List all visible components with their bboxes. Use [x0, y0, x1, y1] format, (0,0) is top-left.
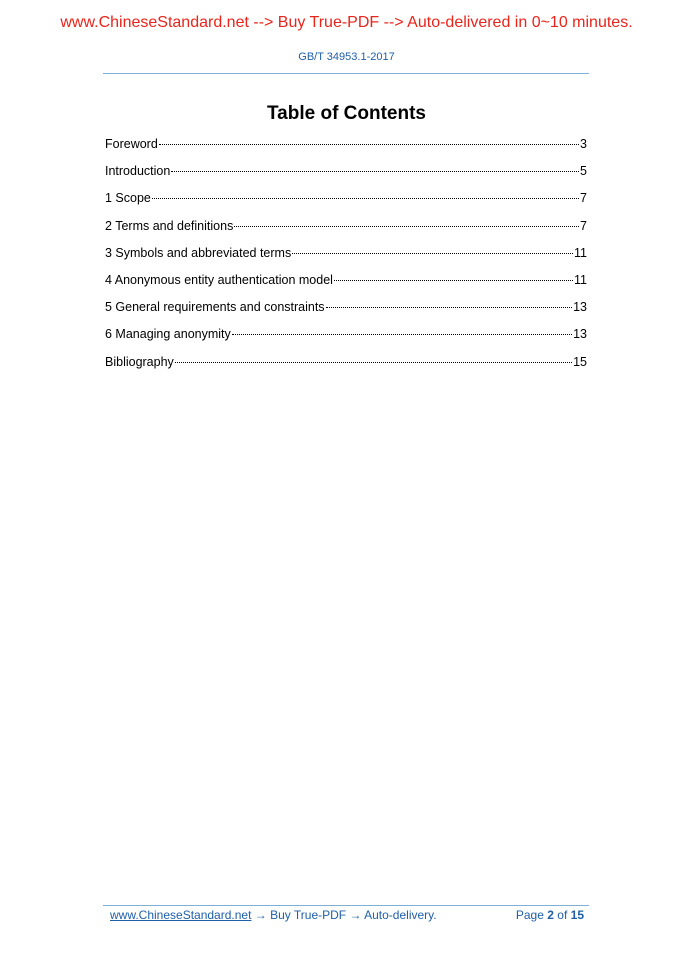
toc-entry-terms-definitions[interactable] — [105, 218, 587, 245]
toc-entry-page: 3 — [580, 137, 587, 151]
toc-entry-label: 5 General requirements and constraints — [105, 300, 325, 315]
page-counter — [516, 908, 584, 922]
of-word: of — [557, 908, 568, 922]
toc-entry-page: 13 — [573, 300, 587, 315]
toc-entry-label: 2 Terms and definitions — [105, 218, 234, 233]
toc-entry-label: 1 Scope — [105, 191, 151, 206]
toc-entry-label: Foreword — [105, 137, 158, 151]
table-of-contents — [105, 136, 587, 381]
page-footer — [110, 908, 584, 922]
toc-entry-label: 3 Symbols and abbreviated terms — [105, 245, 292, 260]
toc-entry-page: 15 — [573, 354, 587, 369]
toc-leader-dots — [292, 253, 573, 254]
promo-banner[interactable]: www.ChineseStandard.net --> Buy True-PDF --> Auto-delivered in 0~10 minutes. — [60, 14, 633, 31]
toc-entry-foreword[interactable] — [105, 136, 587, 163]
toc-entry-label: Bibliography — [105, 354, 174, 369]
toc-entry-page: 7 — [580, 191, 587, 206]
toc-leader-dots — [234, 226, 579, 227]
toc-entry-introduction[interactable] — [105, 163, 587, 190]
toc-entry-label: 6 Managing anonymity — [105, 327, 231, 342]
toc-entry-scope[interactable] — [105, 190, 587, 217]
toc-entry-page: 11 — [574, 272, 587, 287]
toc-entry-page: 11 — [574, 245, 587, 260]
document-code: GB/T 34953.1-2017 — [298, 51, 395, 63]
toc-leader-dots — [175, 362, 572, 363]
toc-leader-dots — [232, 334, 572, 335]
toc-leader-dots — [171, 171, 579, 172]
toc-leader-dots — [326, 307, 573, 308]
toc-title: Table of Contents — [266, 103, 427, 124]
toc-leader-dots — [152, 198, 579, 199]
current-page-number: 2 — [547, 908, 554, 922]
toc-entry-label: Introduction — [105, 164, 171, 179]
toc-entry-page: 5 — [580, 164, 587, 179]
toc-leader-dots — [159, 144, 579, 145]
toc-entry-requirements[interactable] — [105, 299, 587, 326]
toc-entry-bibliography[interactable] — [105, 354, 587, 381]
footer-site-link[interactable]: www.ChineseStandard.net — [110, 908, 252, 922]
footer-divider — [103, 905, 589, 906]
toc-entry-page: 13 — [573, 327, 587, 342]
toc-entry-page: 7 — [580, 218, 587, 233]
toc-entry-symbols[interactable] — [105, 245, 587, 272]
toc-leader-dots — [334, 280, 573, 281]
toc-entry-managing-anonymity[interactable] — [105, 326, 587, 353]
total-pages-number: 15 — [570, 908, 584, 922]
page-word: Page — [515, 908, 544, 922]
footer-tagline: → Buy True-PDF → Auto-delivery. — [254, 908, 437, 922]
header-divider — [103, 73, 589, 74]
toc-entry-label: 4 Anonymous entity authentication model — [105, 272, 333, 287]
toc-entry-authentication-model[interactable] — [105, 272, 587, 299]
